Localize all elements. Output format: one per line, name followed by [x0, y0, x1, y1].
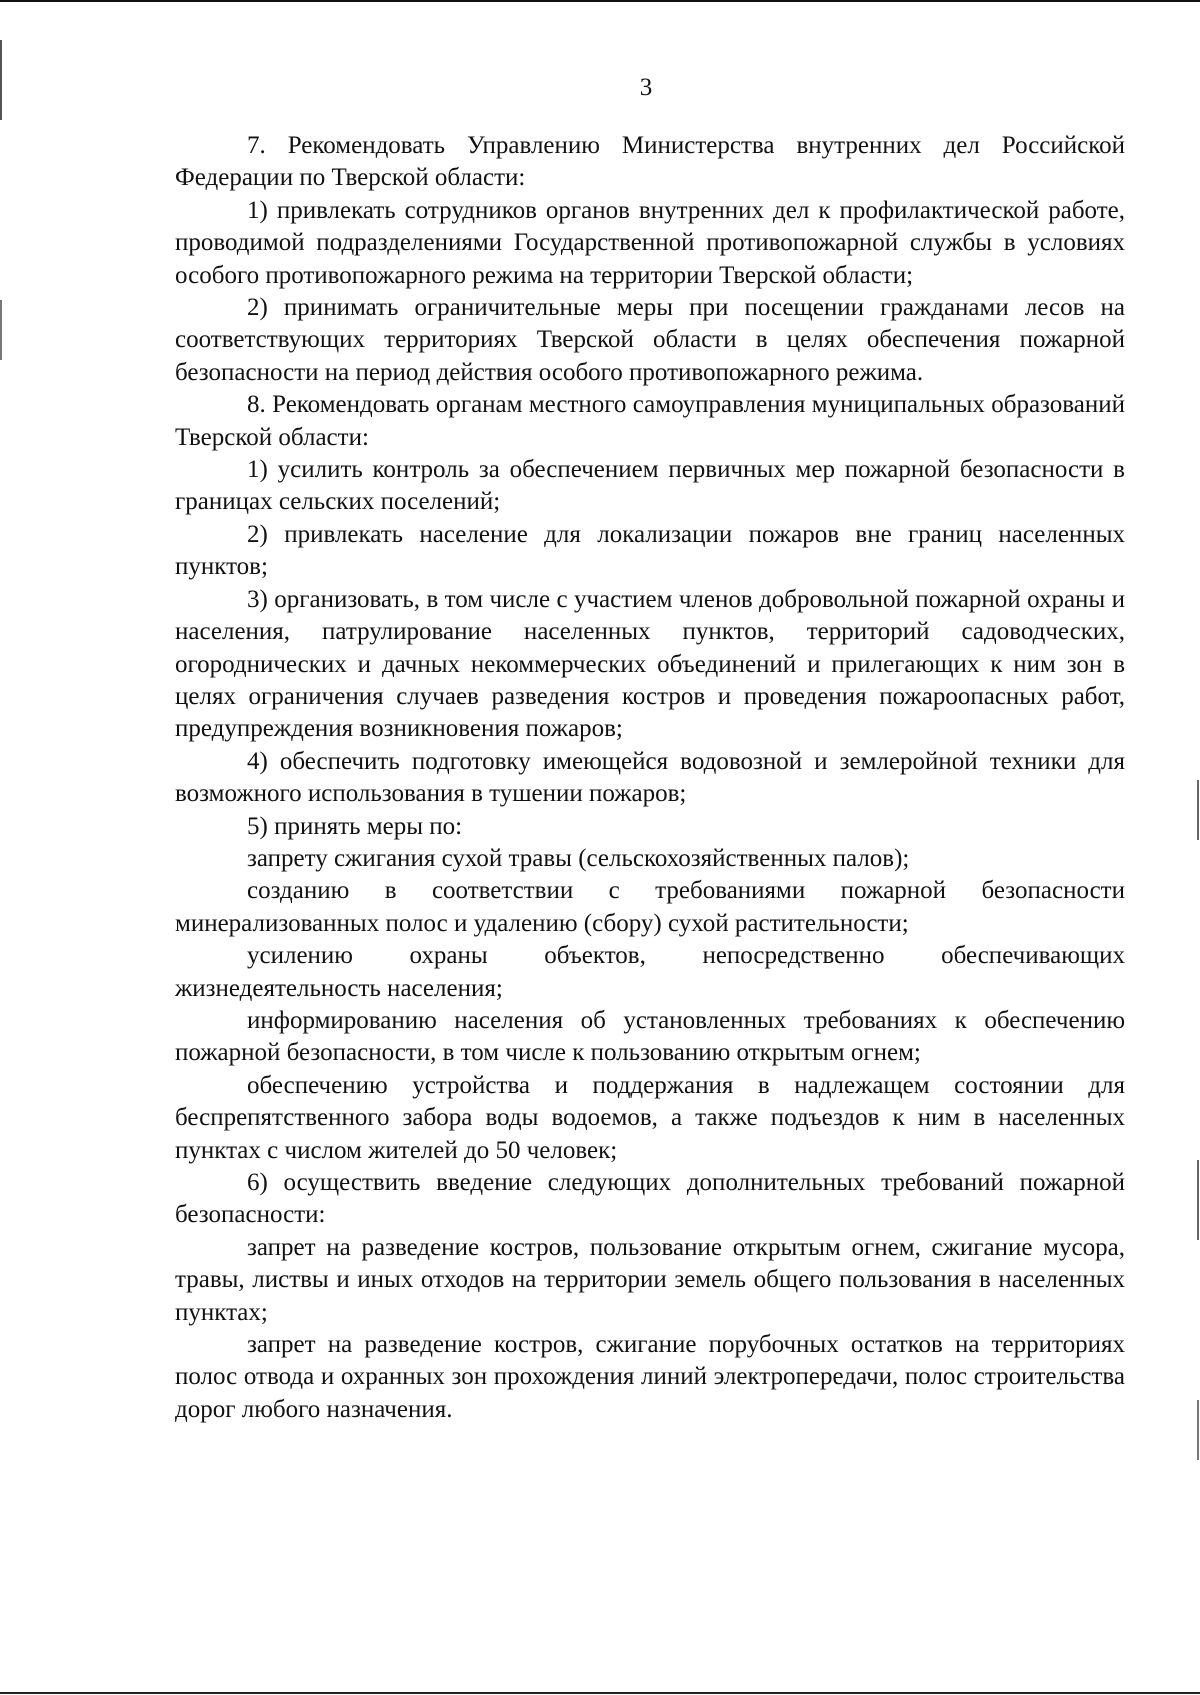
paragraph-7-2: 2) принимать ограничительные меры при посещении гражданами лесов на соответствующих территориях Тверской области в целях обеспечения пожарной безопасности на период действия особого противопожарного режима. — [175, 294, 1125, 386]
document-body — [175, 130, 1125, 1426]
paragraph-7-1: 1) привлекать сотрудников органов внутренних дел к профилактической работе, проводимой подразделениями Государственной противопожарной службы в условиях особого противопожарного режима на территории Тверской области; — [175, 196, 1125, 289]
paragraph-8-5-e: обеспечению устройства и поддержания в надлежащем состоянии для беспрепятственного забора воды водоемов, а также подъездов к ним в населенных пунктах с числом жителей до 50 человек; — [175, 1071, 1125, 1164]
scan-edge-right-lower — [1197, 1160, 1199, 1240]
paragraph-8: 8. Рекомендовать органам местного самоуправления муниципальных образований Тверской области: — [175, 391, 1125, 451]
paragraph-8-6-b: запрет на разведение костров, сжигание порубочных остатков на территориях полос отвода и охранных зон прохождения линий электропередачи, полос строительства дорог любого назначения. — [175, 1331, 1125, 1423]
paragraph-8-5-c: усилению охраны объектов, непосредственно обеспечивающих жизнедеятельность населения; — [175, 942, 1125, 1002]
paragraph-8-1: 1) усилить контроль за обеспечением первичных мер пожарной безопасности в границах сельских поселений; — [175, 456, 1125, 516]
scan-edge-left-lower — [0, 300, 2, 360]
paragraph-8-5-a: запрету сжигания сухой травы (сельскохозяйственных палов); — [247, 844, 910, 872]
scan-edge-right-bottom — [1197, 1400, 1199, 1460]
paragraph-8-6-a: запрет на разведение костров, пользование открытым огнем, сжигание мусора, травы, листвы и иных отходов на территории земель общего пользования в населенных пунктах; — [175, 1233, 1125, 1326]
page-number: 3 — [639, 74, 653, 101]
paragraph-8-5-b: созданию в соответствии с требованиями пожарной безопасности минерализованных полос и удалению (сбору) сухой растительности; — [175, 877, 1125, 937]
paragraph-8-4: 4) обеспечить подготовку имеющейся водовозной и землеройной техники для возможного использования в тушении пожаров; — [175, 747, 1125, 808]
paragraph-7: 7. Рекомендовать Управлению Министерства внутренних дел Российской Федерации по Тверской области: — [175, 132, 1125, 192]
scan-edge-bottom — [0, 1692, 1200, 1694]
scan-edge-right — [1197, 780, 1199, 840]
paragraph-8-5-d: информированию населения об установленных требованиях к обеспечению пожарной безопасности, в том числе к пользованию открытым огнем; — [175, 1006, 1125, 1067]
scan-edge-top — [0, 0, 1200, 2]
paragraph-8-3: 3) организовать, в том числе с участием членов добровольной пожарной охраны и населения, патрулирование населенных пунктов, территорий садоводческих, огороднических и дачных некоммерческих объединений и прилегающих к ним зон в целях ограничения случаев разведения костров и проведения пожароопасных работ, предупреждения возникновения пожаров; — [175, 585, 1125, 743]
paragraph-8-5: 5) принять меры по: — [247, 812, 463, 840]
paragraph-8-2: 2) привлекать население для локализации пожаров вне границ населенных пунктов; — [175, 520, 1125, 581]
paragraph-8-6: 6) осуществить введение следующих дополнительных требований пожарной безопасности: — [175, 1169, 1125, 1229]
